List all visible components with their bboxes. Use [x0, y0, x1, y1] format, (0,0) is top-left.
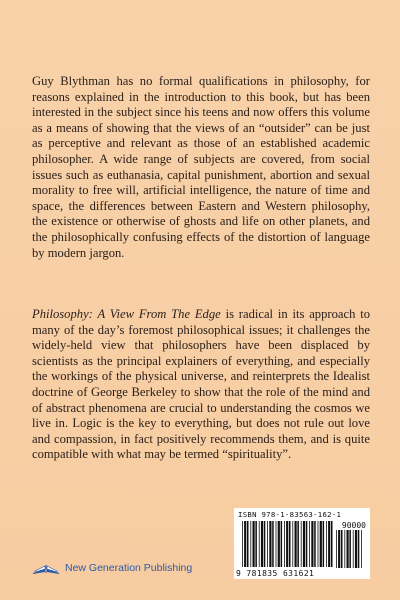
barcode-bar	[323, 521, 325, 567]
barcode-bar	[261, 521, 263, 567]
barcode-bar	[344, 530, 345, 568]
barcode-bar	[311, 521, 313, 567]
isbn-barcode	[234, 508, 370, 579]
barcode-bar	[250, 521, 251, 567]
publisher-book-logo-icon	[32, 561, 60, 575]
publisher-name: New Generation Publishing	[65, 562, 193, 574]
barcode-bar	[355, 530, 357, 568]
barcode-bar	[338, 530, 340, 568]
blurb-paragraph-2	[32, 307, 370, 463]
barcode-bar	[264, 521, 266, 567]
barcode-bar	[292, 521, 293, 567]
barcode-bar	[336, 530, 337, 568]
barcode-bar	[347, 530, 349, 568]
barcode-bar	[306, 521, 308, 567]
blurb-paragraph-2-text: is radical in its approach to many of the day’s foremost philosophical issues; it challenges the widely-held view that philosophers have been displaced by scientists as the principal explainers of everything, and especially the workings of the physical universe, and reinterprets the Idealist doctrine of George Berkeley to show that the role of the mind and of abstract phenomena are crucial to understanding the cosmos we live in. Logic is the key to everything, but does not rule out love and compassion, in fact positively recommends them, and is quite compatible with what may be termed “spirituality”.	[32, 307, 370, 462]
barcode-bar	[269, 521, 271, 567]
publisher-imprint[interactable]	[32, 561, 192, 575]
barcode-bars-addon	[336, 530, 364, 568]
barcode-bar	[278, 521, 280, 567]
barcode-bar	[286, 521, 288, 567]
barcode-bar	[289, 521, 291, 567]
price-code: 90000	[341, 521, 366, 530]
barcode-bar	[297, 521, 299, 567]
barcode-bar	[361, 530, 362, 568]
barcode-bar	[259, 521, 260, 567]
barcode-bars-main	[242, 521, 334, 567]
ean-digits: 9 781835 631621	[236, 569, 315, 578]
book-title-italic: Philosophy: A View From The Edge	[32, 307, 221, 321]
barcode-bar	[303, 521, 305, 567]
barcode-bar	[358, 530, 360, 568]
barcode-bar	[253, 521, 255, 567]
barcode-bar	[326, 521, 327, 567]
barcode-bar	[276, 521, 277, 567]
barcode-bar	[247, 521, 249, 567]
barcode-bar	[314, 521, 316, 567]
barcode-bar	[281, 521, 283, 567]
barcode-bar	[318, 521, 319, 567]
barcode-bar	[349, 530, 351, 568]
barcode-bar	[353, 530, 354, 568]
barcode-bar	[244, 521, 246, 567]
barcode-bar	[328, 521, 330, 567]
isbn-label: ISBN 978-1-83563-162-1	[238, 510, 342, 519]
blurb-paragraph-1: Guy Blythman has no formal qualifications in philosophy, for reasons explained in the introduction to this book, but has been interested in the subject since his teens and now offers this volume as a means of showing that the views of an “outsider” can be just as perceptive and relevant as those of an established academic philosopher. A wide range of subjects are covered, from social issues such as euthanasia, capital punishment, abortion and sexual morality to free will, artificial intelligence, the nature of time and space, the differences between Eastern and Western philosophy, the existence or otherwise of ghosts and life on other planets, and the philosophically confusing effects of the distortion of language by modern jargon.	[32, 74, 370, 260]
barcode-bar	[295, 521, 297, 567]
barcode-bar	[255, 521, 257, 567]
barcode-bar	[272, 521, 274, 567]
barcode-bar	[267, 521, 268, 567]
barcode-bar	[242, 521, 243, 567]
barcode-bar	[320, 521, 322, 567]
barcode-bar	[309, 521, 310, 567]
barcode-bar	[301, 521, 302, 567]
barcode-bar	[284, 521, 285, 567]
barcode-bar	[341, 530, 343, 568]
barcode-bar	[331, 521, 333, 567]
